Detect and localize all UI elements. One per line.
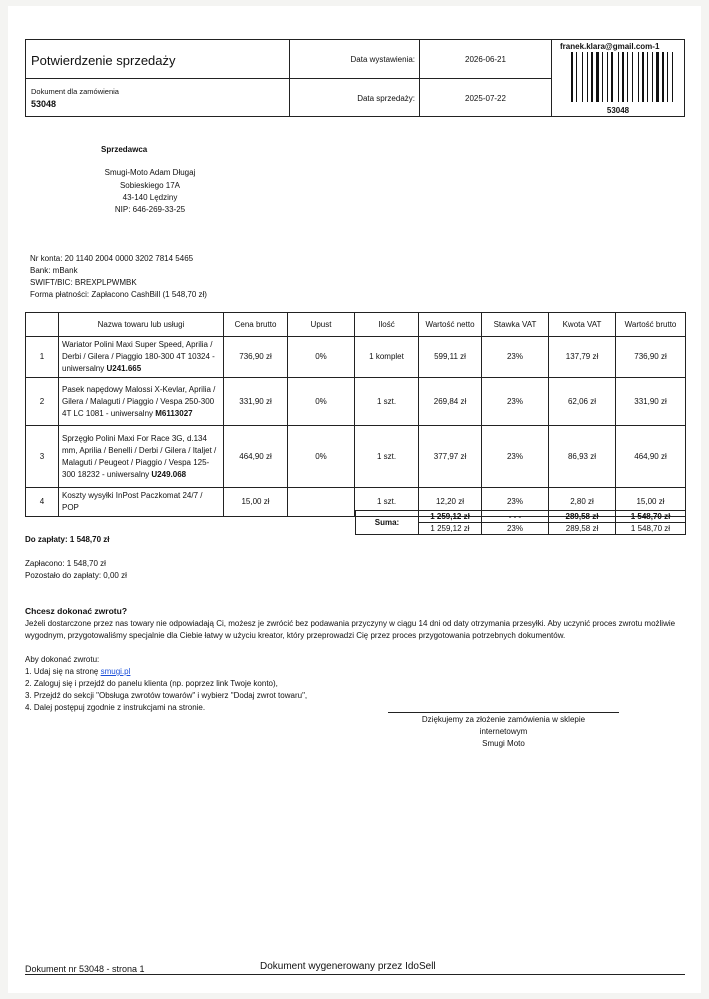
barcode-bar [589, 52, 590, 102]
barcode-bar [632, 52, 633, 102]
table-header-row [26, 313, 686, 337]
barcode-bar [587, 52, 588, 102]
returns-step-1 [25, 666, 130, 678]
returns-heading: Chcesz dokonać zwrotu? [25, 606, 128, 616]
sum-vat-rate: - - - [482, 511, 549, 523]
sum-label: Suma: [356, 511, 419, 535]
thanks-line-1: Dziękujemy za złożenie zamówienia w sklepie [421, 715, 586, 724]
barcode-bar [602, 52, 603, 102]
col-header-gross: Wartość brutto [616, 313, 686, 337]
row-gross: 15,00 zł [616, 488, 686, 517]
col-header-vat-rate: Stawka VAT [482, 313, 549, 337]
seller-heading: Sprzedawca [101, 145, 148, 154]
barcode-bar [576, 52, 577, 102]
title-cell [25, 39, 290, 79]
row-gross: 736,90 zł [616, 337, 686, 378]
product-code: M6113027 [155, 408, 193, 418]
row-price: 464,90 zł [224, 426, 288, 488]
row-vat-rate: 23% [482, 337, 549, 378]
table-row [26, 426, 686, 488]
barcode-bar [654, 52, 655, 102]
sum-row [356, 511, 686, 523]
table-row [26, 378, 686, 426]
barcode-bar [604, 52, 606, 102]
barcode-bar [622, 52, 624, 102]
row-vat-rate: 23% [482, 488, 549, 517]
row-net: 269,84 zł [419, 378, 482, 426]
table-row [26, 337, 686, 378]
page-number: Dokument nr 53048 - strona 1 [25, 964, 145, 974]
col-header-qty: Ilość [355, 313, 419, 337]
seller-nip: NIP: 646-269-33-25 [114, 205, 186, 214]
barcode-bar [584, 52, 586, 102]
sale-date: 2025-07-22 [465, 94, 506, 103]
seller-name: Smugi-Moto Adam Długaj [104, 168, 196, 177]
sale-date-label: Data sprzedaży: [357, 94, 415, 103]
order-label: Dokument dla zamówienia [31, 87, 119, 96]
barcode-bar [660, 52, 661, 102]
barcode-bar [582, 52, 583, 102]
email-label: franek.klara@gmail.com-1 [560, 42, 660, 51]
barcode-bar [662, 52, 664, 102]
col-header-discount: Upust [288, 313, 355, 337]
barcode-bar [591, 52, 593, 102]
sum-vat: 289,58 zł [549, 523, 616, 535]
row-name [59, 378, 224, 426]
col-header-vat: Kwota VAT [549, 313, 616, 337]
barcode-bar [672, 52, 673, 102]
barcode-bar [665, 52, 666, 102]
barcode-bar [669, 52, 671, 102]
barcode-bar [638, 52, 639, 102]
sum-vat: 289,58 zł [549, 511, 616, 523]
product-name: Sprzęgło Polini Maxi For Race 3G, d.134 mm, Aprilia / Benelli / Derbi / Gilera / Italjet / Malaguti / Peugeot / Piaggio / Vespa 125-300 18232 - uniwersalny [62, 433, 217, 479]
row-price: 331,90 zł [224, 378, 288, 426]
footer-line [25, 974, 685, 975]
bank-name: Bank: mBank [30, 266, 78, 275]
product-code: U241.665 [106, 364, 142, 373]
barcode-image [571, 52, 677, 102]
barcode-bar [625, 52, 626, 102]
barcode-bar [574, 52, 575, 102]
thanks-line-3: Smugi Moto [482, 739, 525, 748]
barcode-bar [609, 52, 610, 102]
barcode-bar [656, 52, 659, 102]
step-1-text: 1. Udaj się na stronę [25, 667, 101, 676]
generated-by: Dokument wygenerowany przez IdoSell [260, 961, 436, 972]
barcode-bar [645, 52, 646, 102]
barcode-bar [627, 52, 628, 102]
barcode-bar [594, 52, 595, 102]
barcode-bar [634, 52, 637, 102]
row-net: 599,11 zł [419, 337, 482, 378]
row-gross: 464,90 zł [616, 426, 686, 488]
barcode-bar [578, 52, 581, 102]
sum-gross: 1 548,70 zł [616, 523, 686, 535]
sale-value-cell [419, 78, 552, 117]
sum-vat-rate: 23% [482, 523, 549, 535]
seller-street: Sobieskiego 17A [119, 181, 181, 190]
barcode-bar [607, 52, 608, 102]
row-name [59, 337, 224, 378]
row-discount: 0% [288, 378, 355, 426]
seller-city: 43-140 Lędziny [122, 193, 178, 202]
barcode-bar [571, 52, 573, 102]
row-vat: 2,80 zł [549, 488, 616, 517]
barcode-bar [649, 52, 651, 102]
issue-label-cell [289, 39, 420, 79]
sum-net: 1 259,12 zł [419, 511, 482, 523]
shop-link[interactable]: smugi.pl [100, 667, 131, 676]
row-discount: 0% [288, 337, 355, 378]
row-qty: 1 komplet [355, 337, 419, 378]
sum-gross: 1 548,70 zł [616, 511, 686, 523]
document-title: Potwierdzenie sprzedaży [31, 53, 176, 68]
product-name: Pasek napędowy Malossi X-Kevlar, Aprilia / Gilera / Malaguti / Piaggio / Vespa 250-300 4T LC 1081 - uniwersalny [62, 384, 216, 418]
remaining-amount: Pozostało do zapłaty: 0,00 zł [25, 571, 127, 580]
returns-step-4: 4. Dalej postępuj zgodnie z instrukcjami na stronie. [25, 703, 206, 712]
barcode-bar [667, 52, 668, 102]
col-header-name: Nazwa towaru lub usługi [59, 313, 224, 337]
barcode-bar [642, 52, 644, 102]
payment-form: Forma płatności: Zapłacono CashBill (1 548,70 zł) [30, 290, 207, 299]
issue-date-label: Data wystawienia: [350, 55, 415, 64]
signature-line [388, 712, 619, 713]
barcode-number: 53048 [606, 106, 630, 115]
barcode-bar [611, 52, 613, 102]
barcode-bar [620, 52, 621, 102]
paid-amount: Zapłacono: 1 548,70 zł [25, 559, 106, 568]
order-cell [25, 78, 290, 117]
row-qty: 1 szt. [355, 378, 419, 426]
sum-table [355, 510, 686, 535]
row-no: 1 [26, 337, 59, 378]
row-no: 2 [26, 378, 59, 426]
col-header-net: Wartość netto [419, 313, 482, 337]
row-vat: 62,06 zł [549, 378, 616, 426]
returns-paragraph: Jeżeli dostarczone przez nas towary nie odpowiadają Ci, możesz je zwrócić bez podawania przyczyny w ciągu 14 dni od daty otrzymania przesyłki. Aby uczynić proces zwrotu możliwie wygodnym, przygotowaliśmy specjalnie dla Ciebie łatwy w użyciu kreator, który przeprowadzi Cię przez proces przygotowania potrzebnych dokumentów. [25, 619, 676, 640]
barcode-bar [652, 52, 653, 102]
product-code: U249.068 [151, 469, 187, 479]
issue-date: 2026-06-21 [465, 55, 506, 64]
barcode-bar [596, 52, 599, 102]
barcode-bar [629, 52, 631, 102]
order-number: 53048 [31, 99, 57, 109]
barcode-bar [674, 52, 675, 102]
row-vat: 86,93 zł [549, 426, 616, 488]
row-net: 12,20 zł [419, 488, 482, 517]
sale-label-cell [289, 78, 420, 117]
row-vat-rate: 23% [482, 426, 549, 488]
row-qty: 1 szt. [355, 426, 419, 488]
row-gross: 331,90 zł [616, 378, 686, 426]
swift-code: SWIFT/BIC: BREXPLPWMBK [30, 278, 137, 287]
row-name [59, 426, 224, 488]
items-table [25, 312, 686, 517]
bank-account: Nr konta: 20 1140 2004 0000 3202 7814 5465 [30, 254, 194, 263]
row-qty: 1 szt. [355, 488, 419, 517]
returns-step-2: 2. Zaloguj się i przejdź do panelu klienta (np. poprzez link Twoje konto), [25, 679, 278, 688]
barcode-bar [600, 52, 601, 102]
returns-howto: Aby dokonać zwrotu: [25, 655, 100, 664]
sum-net: 1 259,12 zł [419, 523, 482, 535]
row-no: 3 [26, 426, 59, 488]
row-price: 15,00 zł [224, 488, 288, 517]
row-vat: 137,79 zł [549, 337, 616, 378]
product-name: Wariator Polini Maxi Super Speed, Aprilia / Derbi / Gilera / Piaggio 180-300 4T 10324 - uniwersalny [62, 340, 215, 373]
row-price: 736,90 zł [224, 337, 288, 378]
to-pay: Do zapłaty: 1 548,70 zł [25, 535, 110, 544]
row-discount [288, 488, 355, 517]
barcode-bar [618, 52, 619, 102]
thanks-line-2: internetowym [479, 727, 528, 736]
row-discount: 0% [288, 426, 355, 488]
returns-step-3: 3. Przejdź do sekcji "Obsługa zwrotów towarów" i wybierz "Dodaj zwrot towaru", [25, 691, 308, 700]
row-net: 377,97 zł [419, 426, 482, 488]
row-name: Koszty wysyłki InPost Paczkomat 24/7 / POP [59, 488, 224, 517]
row-vat-rate: 23% [482, 378, 549, 426]
issue-value-cell [419, 39, 552, 79]
row-no: 4 [26, 488, 59, 517]
barcode-bar [647, 52, 648, 102]
barcode-bar [640, 52, 641, 102]
col-header-no [26, 313, 59, 337]
barcode-bar [614, 52, 617, 102]
col-header-price: Cena brutto [224, 313, 288, 337]
